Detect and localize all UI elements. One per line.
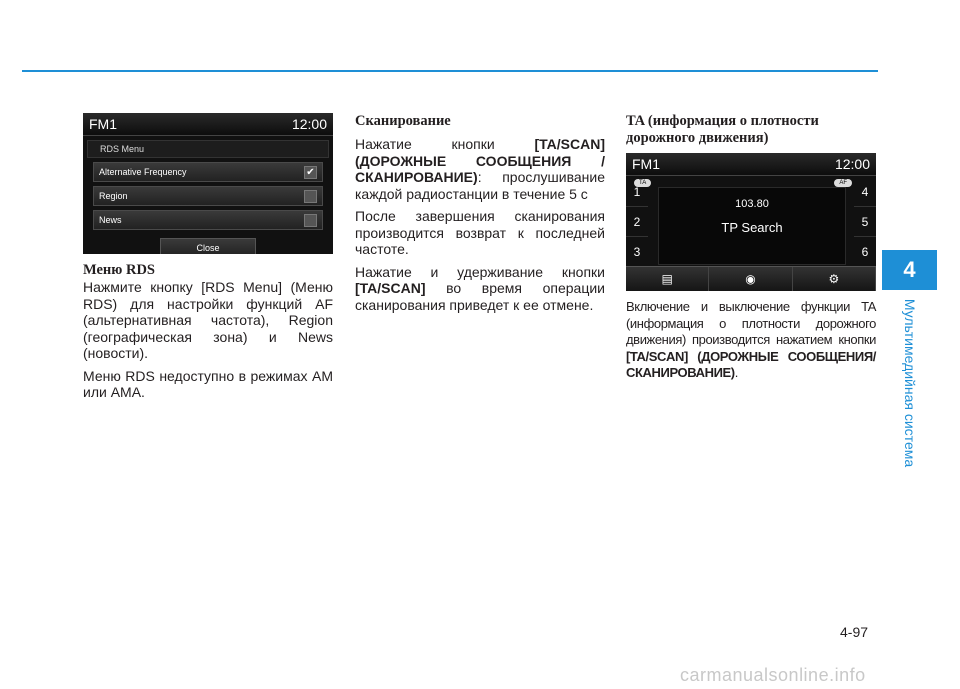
check-icon[interactable]: ✔ — [304, 166, 317, 179]
paragraph — [355, 264, 605, 314]
rds-row-news[interactable] — [93, 210, 323, 230]
column-rds-menu — [83, 113, 333, 407]
gear-icon[interactable]: ⚙ — [793, 267, 876, 291]
frequency: 103.80 — [735, 198, 769, 210]
rds-row-label: Alternative Frequency — [99, 167, 187, 177]
preset-button[interactable]: 1 — [626, 177, 648, 207]
watermark: carmanualsonline.info — [680, 665, 866, 685]
clock: 12:00 — [834, 156, 870, 172]
tp-status-panel — [658, 187, 846, 265]
rds-menu-screenshot — [83, 113, 333, 254]
button-name: [TA/SCAN] (ДОРОЖНЫЕ СООБЩЕНИЯ /СКАНИРОВАНИЕ) — [355, 136, 605, 185]
preset-button[interactable]: 3 — [626, 237, 648, 267]
chapter-tab — [882, 250, 937, 290]
preset-list-left — [626, 177, 648, 265]
rds-menu-title: RDS Menu — [87, 140, 329, 158]
checkbox-icon[interactable] — [304, 190, 317, 203]
band-label: FM1 — [632, 156, 660, 172]
rds-row-label: Region — [99, 191, 128, 201]
section-title-scan: Сканирование — [355, 113, 451, 129]
button-name: [TA/SCAN] — [355, 280, 426, 296]
paragraph: Нажмите кнопку [RDS Menu] (Меню RDS) для настройки функций AF (альтернативная частота), Region (географическая зона) и News (новости). — [83, 279, 333, 361]
text: Нажатие кнопки — [355, 136, 535, 152]
text: . — [734, 365, 738, 380]
radio-list-icon[interactable]: ▤ — [626, 267, 709, 291]
text: Нажатие и удерживание кнопки — [355, 263, 605, 280]
rds-row-region[interactable] — [93, 186, 323, 206]
ta-badge: TA — [634, 179, 651, 187]
page-number: 4-97 — [840, 624, 869, 640]
section-title-ta: TA (информация о плотности дорожного движения) — [626, 113, 819, 146]
band-label: FM1 — [89, 116, 117, 132]
close-button[interactable]: Close — [160, 238, 256, 254]
preset-button[interactable]: 6 — [854, 237, 876, 267]
preset-button[interactable]: 2 — [626, 207, 648, 237]
checkbox-icon[interactable] — [304, 214, 317, 227]
bottom-toolbar — [626, 266, 876, 291]
clock: 12:00 — [291, 116, 327, 132]
rds-row-af[interactable] — [93, 162, 323, 182]
radio-scan-icon[interactable]: ◉ — [709, 267, 792, 291]
chapter-number: 4 — [903, 257, 916, 282]
screen-header — [626, 153, 876, 176]
tp-search-screenshot — [626, 153, 876, 291]
text: Включение и выключение функции TA (информация о плотности дорожного движения) производится нажатием кнопки — [626, 299, 876, 347]
chapter-title-text: Мультимедийная система — [902, 298, 918, 468]
paragraph — [355, 136, 605, 202]
paragraph — [626, 299, 876, 382]
text: : прослушивание каждой радиостанции в течение 5 с — [355, 169, 605, 202]
text: во время операции сканирования приведет к ее отмене. — [355, 280, 605, 313]
af-badge: AF — [834, 179, 852, 187]
column-scan — [355, 113, 605, 319]
preset-button[interactable]: 5 — [854, 207, 876, 237]
paragraph: После завершения сканирования производится возврат к последней частоте. — [355, 208, 605, 257]
button-name: [TA/SCAN] (ДОРОЖНЫЕ СООБЩЕНИЯ/СКАНИРОВАНИЕ) — [626, 348, 876, 380]
column-ta — [626, 113, 876, 388]
screen-header — [83, 113, 333, 136]
paragraph: Меню RDS недоступно в режимах AM или AMA. — [83, 367, 333, 400]
rds-row-label: News — [99, 215, 122, 225]
preset-button[interactable]: 4 — [854, 177, 876, 207]
header-rule — [22, 70, 878, 72]
preset-list-right — [854, 177, 876, 265]
tp-search-label: TP Search — [721, 220, 783, 235]
section-title-rds: Меню RDS — [83, 262, 155, 278]
chapter-title — [897, 298, 923, 468]
